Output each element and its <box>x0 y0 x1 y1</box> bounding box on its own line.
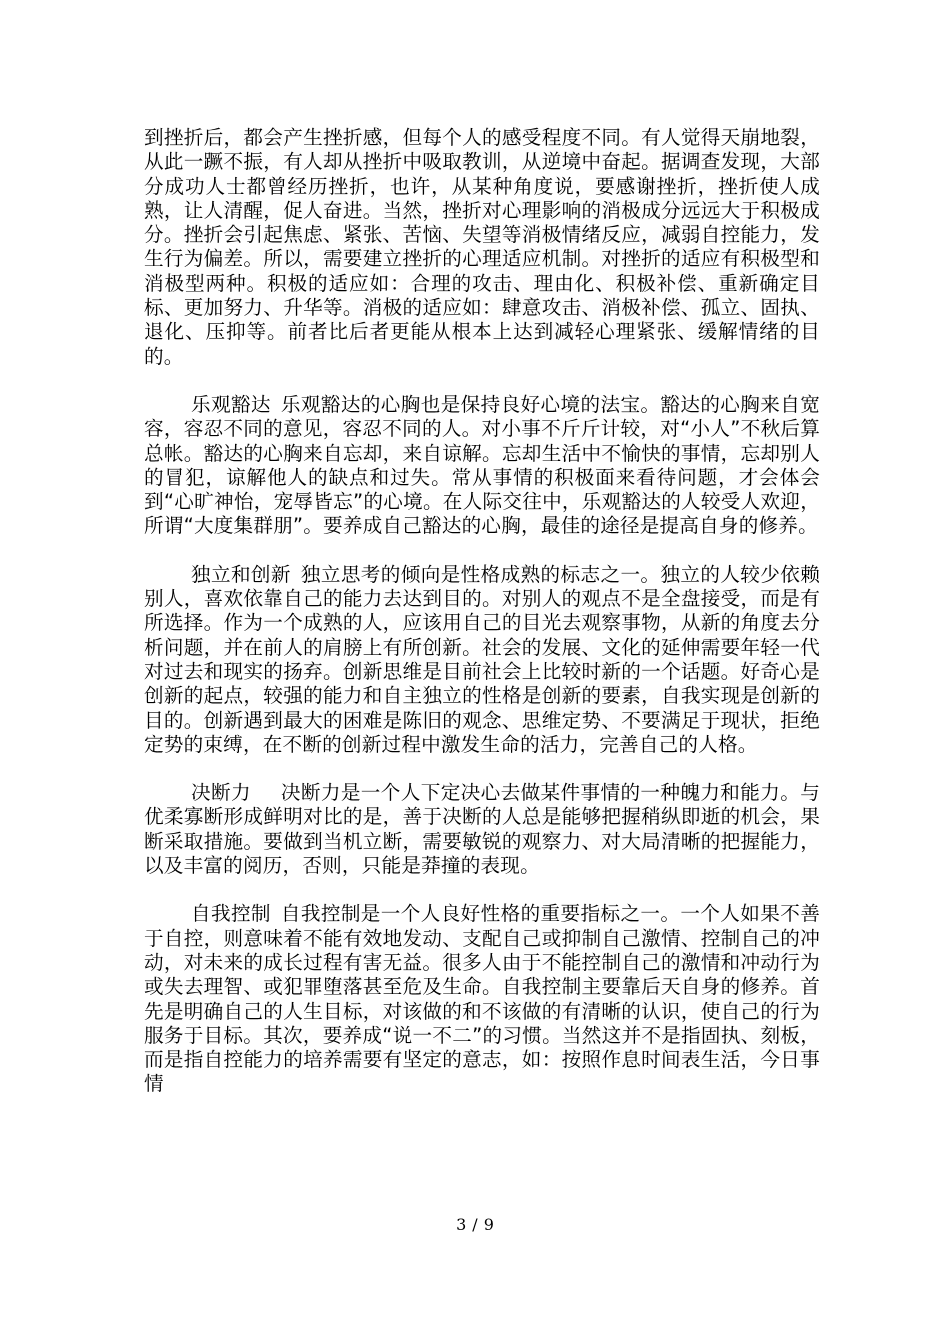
paragraph-text: 自我控制是一个人良好性格的重要指标之一。一个人如果不善于自控，则意味着不能有效地发动、支配自己或抑制自己激情、控制自己的冲动，对未来的成长过程有害无益。很多人由于不能控制自己的激情和冲动行为或失去理智、或犯罪堕落甚至危及生命。自我控制主要靠后天自身的修养。首先是明确自己的人生目标，对该做的和不该做的有清晰的认识，使自己的行为服务于目标。其次，要养成“说一不二”的习惯。当然这并不是指固执、刻板，而是指自控能力的培养需要有坚定的意志，如：按照作息时间表生活，今日事情 <box>144 902 820 1096</box>
paragraph-optimism <box>144 393 820 539</box>
paragraph-decisiveness <box>144 781 820 878</box>
paragraph-self-control <box>144 902 820 1096</box>
paragraph-heading: 独立和创新 <box>191 562 291 586</box>
current-page-number: 3 <box>456 1215 467 1234</box>
page-separator: / <box>472 1215 478 1234</box>
paragraph-independence <box>144 563 820 757</box>
paragraph-text: 到挫折后，都会产生挫折感，但每个人的感受程度不同。有人觉得天崩地裂，从此一蹶不振，有人却从挫折中吸取教训，从逆境中奋起。据调查发现，大部分成功人士都曾经历挫折，也许，从某种角度说，要感谢挫折，挫折使人成熟，让人清醒，促人奋进。当然，挫折对心理影响的消极成分远远大于积极成分。挫折会引起焦虑、紧张、苦恼、失望等消极情绪反应，减弱自控能力，发生行为偏差。所以，需要建立挫折的心理适应机制。对挫折的适应有积极型和消极型两种。积极的适应如：合理的攻击、理由化、积极补偿、重新确定目标、更加努力、升华等。消极的适应如：肆意攻击、消极补偿、孤立、固执、退化、压抑等。前者比后者更能从根本上达到减轻心理紧张、缓解情绪的目的。 <box>144 126 820 368</box>
paragraph-text: 决断力是一个人下定决心去做某件事情的一种魄力和能力。与优柔寡断形成鲜明对比的是，善于决断的人总是能够把握稍纵即逝的机会，果断采取措施。要做到当机立断，需要敏锐的观察力、对大局清晰的把握能力，以及丰富的阅历，否则，只能是莽撞的表现。 <box>144 781 820 878</box>
page-body <box>144 126 820 1097</box>
paragraph-text: 乐观豁达的心胸也是保持良好心境的法宝。豁达的心胸来自宽容，容忍不同的意见，容忍不同的人。对小事不斤斤计较，对“小人”不秋后算总帐。豁达的心胸来自忘却，来自谅解。忘却生活中不愉快的事情，忘却别人的冒犯，谅解他人的缺点和过失。常从事情的积极面来看待问题，才会体会到“心旷神怡，宠辱皆忘”的心境。在人际交往中，乐观豁达的人较受人欢迎，所谓“大度集群朋”。要养成自己豁达的心胸，最佳的途径是提高自身的修养。 <box>144 392 820 538</box>
paragraph-frustration <box>144 126 820 369</box>
paragraph-heading: 决断力 <box>191 781 251 805</box>
paragraph-heading: 自我控制 <box>191 902 271 926</box>
paragraph-heading: 乐观豁达 <box>191 392 271 416</box>
total-pages-number: 9 <box>483 1215 494 1234</box>
page-number <box>0 1215 950 1234</box>
paragraph-text: 独立思考的倾向是性格成熟的标志之一。独立的人较少依赖别人，喜欢依靠自己的能力去达到目的。对别人的观点不是全盘接受，而是有所选择。作为一个成熟的人，应该用自己的目光去观察事物，从新的角度去分析问题，并在前人的肩膀上有所创新。社会的发展、文化的延伸需要年轻一代对过去和现实的扬弃。创新思维是目前社会上比较时新的一个话题。好奇心是创新的起点，较强的能力和自主独立的性格是创新的要素，自我实现是创新的目的。创新遇到最大的困难是陈旧的观念、思维定势、不要满足于现状，拒绝定势的束缚，在不断的创新过程中激发生命的活力，完善自己的人格。 <box>144 562 821 756</box>
